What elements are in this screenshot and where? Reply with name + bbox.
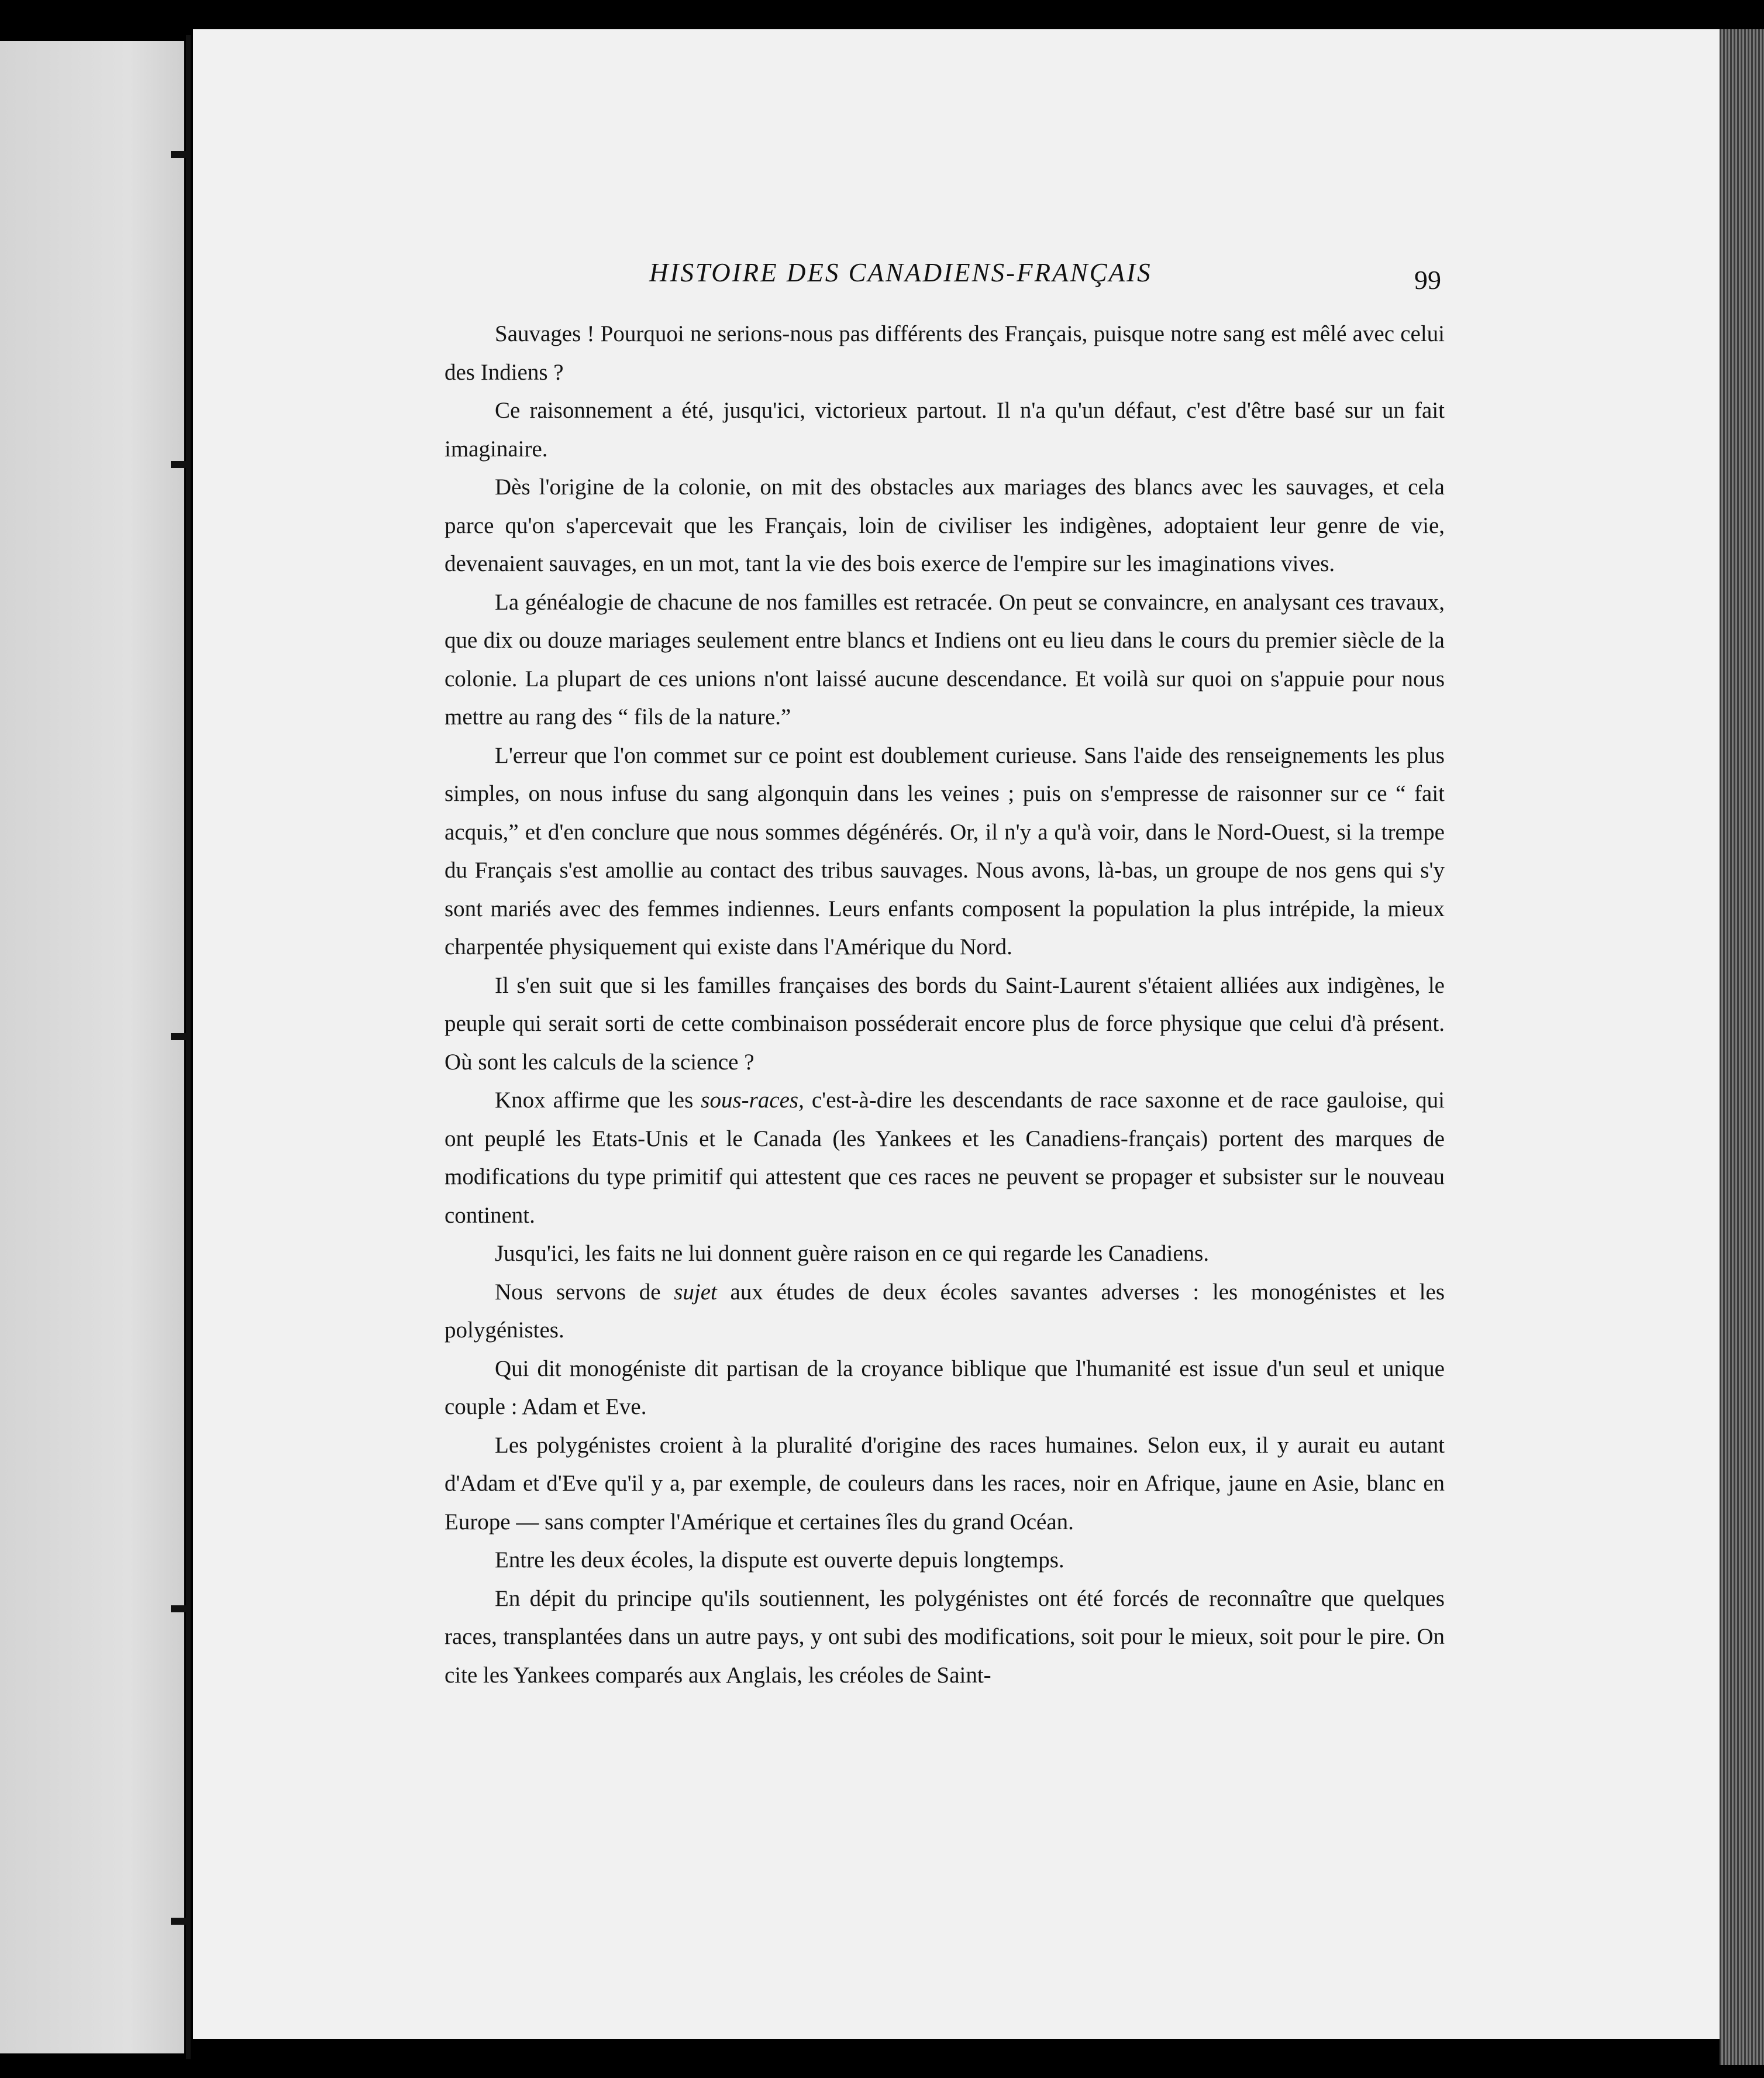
paragraph — [445, 1081, 1445, 1234]
left-page-edge — [0, 41, 184, 2053]
paragraph — [445, 1273, 1445, 1350]
gutter-binding-line — [186, 35, 191, 2059]
paragraph: L'erreur que l'on commet sur ce point est doublement curieuse. Sans l'aide des renseignements les plus simples, on nous infuse du sang algonquin dans les veines ; puis on s'empresse de raisonner sur ce “ fait acquis,” et d'en conclure que nous sommes dégénérés. Or, il n'y a qu'à voir, dans le Nord-Ouest, si la trempe du Français s'est amollie au contact des tribus sauvages. Nous avons, là-bas, un groupe de nos gens qui s'y sont mariés avec des femmes indiennes. Leurs enfants composent la population la plus intrépide, la mieux charpentée physiquement qui existe dans l'Amérique du Nord. — [445, 742, 1445, 959]
paragraph: Les polygénistes croient à la pluralité d'origine des races humaines. Selon eux, il y aurait eu autant d'Adam et d'Eve qu'il y a, par exemple, de couleurs dans les races, noir en Afrique, jaune en Asie, blanc en Europe — sans compter l'Amérique et certaines îles du grand Océan. — [445, 1432, 1445, 1535]
paragraph: Il s'en suit que si les familles françaises des bords du Saint-Laurent s'étaient alliées aux indigènes, le peuple qui serait sorti de cette combinaison posséderait encore plus de force physique que celui d'à présent. Où sont les calculs de la science ? — [445, 972, 1445, 1075]
paragraph: La généalogie de chacune de nos familles est retracée. On peut se convaincre, en analysant ces travaux, que dix ou douze mariages seulement entre blancs et Indiens ont eu lieu dans le cours du premier siècle de la colonie. La plupart de ces unions n'ont laissé aucune descendance. Et voilà sur quoi on s'appuie pour nous mettre au rang des “ fils de la nature.” — [445, 589, 1445, 730]
italic-term: sous-races, — [701, 1088, 804, 1113]
body-text — [445, 315, 1445, 1694]
binding-mark — [171, 461, 191, 468]
paragraph: Ce raisonnement a été, jusqu'ici, victorieux partout. Il n'a qu'un défaut, c'est d'être basé sur un fait imaginaire. — [445, 398, 1445, 462]
page-stack-edge — [1720, 29, 1764, 2065]
paragraph-text: Nous servons de — [495, 1279, 674, 1305]
italic-term: sujet — [674, 1279, 717, 1305]
paragraph: En dépit du principe qu'ils soutiennent, les polygénistes ont été forcés de reconnaître que quelques races, transplantées dans un autre pays, y ont subi des modifications, soit pour le mieux, soit pour le pire. On cite les Yankees comparés aux Anglais, les créoles de Saint- — [445, 1585, 1445, 1688]
paragraph: Entre les deux écoles, la dispute est ouverte depuis longtemps. — [495, 1547, 1064, 1573]
paragraph: Qui dit monogéniste dit partisan de la croyance biblique que l'humanité est issue d'un seul et unique couple : Adam et Eve. — [445, 1355, 1445, 1419]
binding-mark — [171, 1918, 191, 1925]
running-header: HISTOIRE DES CANADIENS-FRANÇAIS — [649, 258, 1152, 287]
paragraph-text: aux études de deux écoles savantes adverses : les monogénistes et les polygénistes. — [445, 1279, 1445, 1343]
binding-mark — [171, 151, 191, 158]
paragraph: Dès l'origine de la colonie, on mit des obstacles aux mariages des blancs avec les sauvages, et cela parce qu'on s'apercevait que les Français, loin de civiliser les indigènes, adoptaient leur genre de vie, devenaient sauvages, en un mot, tant la vie des bois exerce de l'empire sur les imaginations vives. — [445, 474, 1445, 576]
paragraph: Jusqu'ici, les faits ne lui donnent guère raison en ce qui regarde les Canadiens. — [495, 1241, 1210, 1266]
paragraph-text: c'est-à-dire les descendants de race saxonne et de race gauloise, qui ont peuplé les Etats-Unis et le Canada (les Yankees et les Canadiens-français) portent des marques de modifications du type primitif qui attestent que ces races ne peuvent se propager et subsister sur le nouveau continent. — [445, 1088, 1445, 1228]
paragraph: Sauvages ! Pourquoi ne serions-nous pas différents des Français, puisque notre sang est mêlé avec celui des Indiens ? — [445, 321, 1445, 385]
page-number: 99 — [1414, 265, 1441, 295]
binding-mark — [171, 1033, 191, 1040]
paragraph-text: Knox affirme que les — [495, 1088, 701, 1113]
binding-mark — [171, 1605, 191, 1612]
